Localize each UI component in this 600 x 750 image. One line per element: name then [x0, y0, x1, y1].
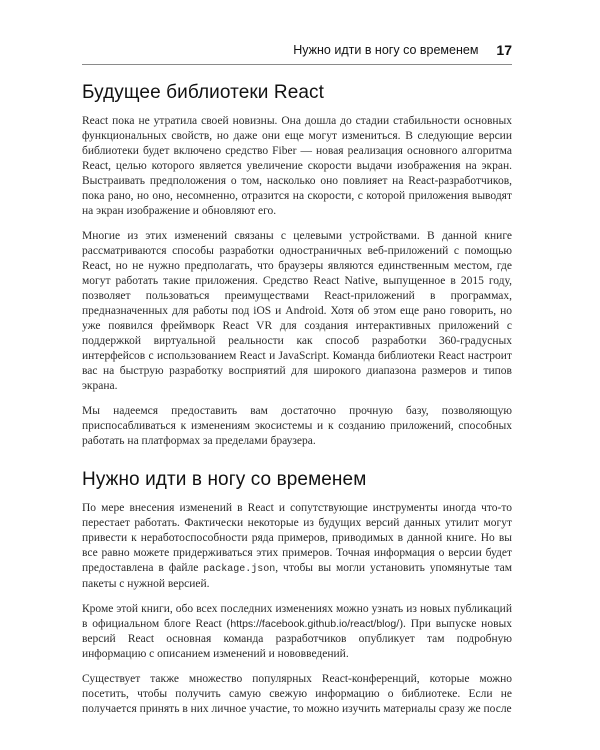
- paragraph: Существует также множество популярных React-конференций, которые можно посетить, чтобы получить самую свежую информацию о библиотеке. Если не получается принять в них личное участие, то можно изучить материалы сразу же после: [82, 673, 512, 715]
- paragraph: [82, 501, 512, 592]
- paragraph-text: По мере внесения изменений в React и сопутствующие инструменты иногда что-то перестает работать. Фактически некоторые из будущих версий данных утилит могут привести к неработоспособности ряда примеров, приводимых в данной книге. Но вы все равно можете придерживаться этих примеров. Точная информация о версии будет предоставлена в файле: [82, 502, 512, 574]
- paragraph: [82, 602, 512, 662]
- running-head: [82, 40, 512, 65]
- section-heading-future-of-react: Будущее библиотеки React: [82, 82, 325, 103]
- code-filename: package.json: [203, 564, 276, 575]
- paragraph-text: , чтобы вы могли установить упомянутые там пакеты с нужной версией.: [82, 562, 513, 590]
- running-head-title: Нужно идти в ногу со временем: [293, 43, 479, 57]
- paragraph-text: Кроме этой книги, обо всех последних изменениях можно узнать из новых публикаций в официальном блоге React (: [82, 603, 512, 630]
- page-content: [82, 82, 512, 727]
- paragraph: React пока не утратила своей новизны. Она дошла до стадии стабильности основных функциональных свойств, но даже они еще могут измениться. В следующие версии библиотеки будет включено средство Fiber — новая реализация основного алгоритма React, целью которого является увеличение скорости выдачи изображения на экран. Выстраивать предположения о том, насколько оно повлияет на React-разработчиков, пока рано, но оно, несомненно, отразится на скорости, с которой приложения выводят на экран изображение и обновляют его.: [82, 115, 512, 217]
- section-heading-keep-up: Нужно идти в ногу со временем: [82, 469, 367, 490]
- blog-link[interactable]: https://facebook.github.io/react/blog/: [230, 618, 400, 630]
- paragraph: Многие из этих изменений связаны с целевыми устройствами. В данной книге рассматриваются способы разработки одностраничных веб-приложений с помощью React, но не нужно предполагать, что браузеры являются единственным местом, где могут работать такие приложения. Средство React Native, выпущенное в 2015 году, позволяет пользоваться преимуществами React-приложений в программах, предназначенных для работы под iOS и Android. Хотя об этом еще рано говорить, но уже появился фреймворк React VR для создания интерактивных приложений с поддержкой виртуальной реальности как способ разработки 360-градусных интерфейсов с использованием React и JavaScript. Команда библиотеки React настроит вас на быструю разработку восприятий для широкого диапазона размеров и типов экрана.: [82, 230, 512, 392]
- paragraph-text: ). При выпуске новых версий React основная команда разработчиков опубликует там подробную информацию с описанием изменений и нововведений.: [82, 618, 512, 660]
- paragraph: Мы надеемся предоставить вам достаточно прочную базу, позволяющую приспосабливаться к изменениям экосистемы и к созданию приложений, способных работать на платформах за пределами браузера.: [82, 405, 512, 447]
- page-number: 17: [496, 42, 512, 58]
